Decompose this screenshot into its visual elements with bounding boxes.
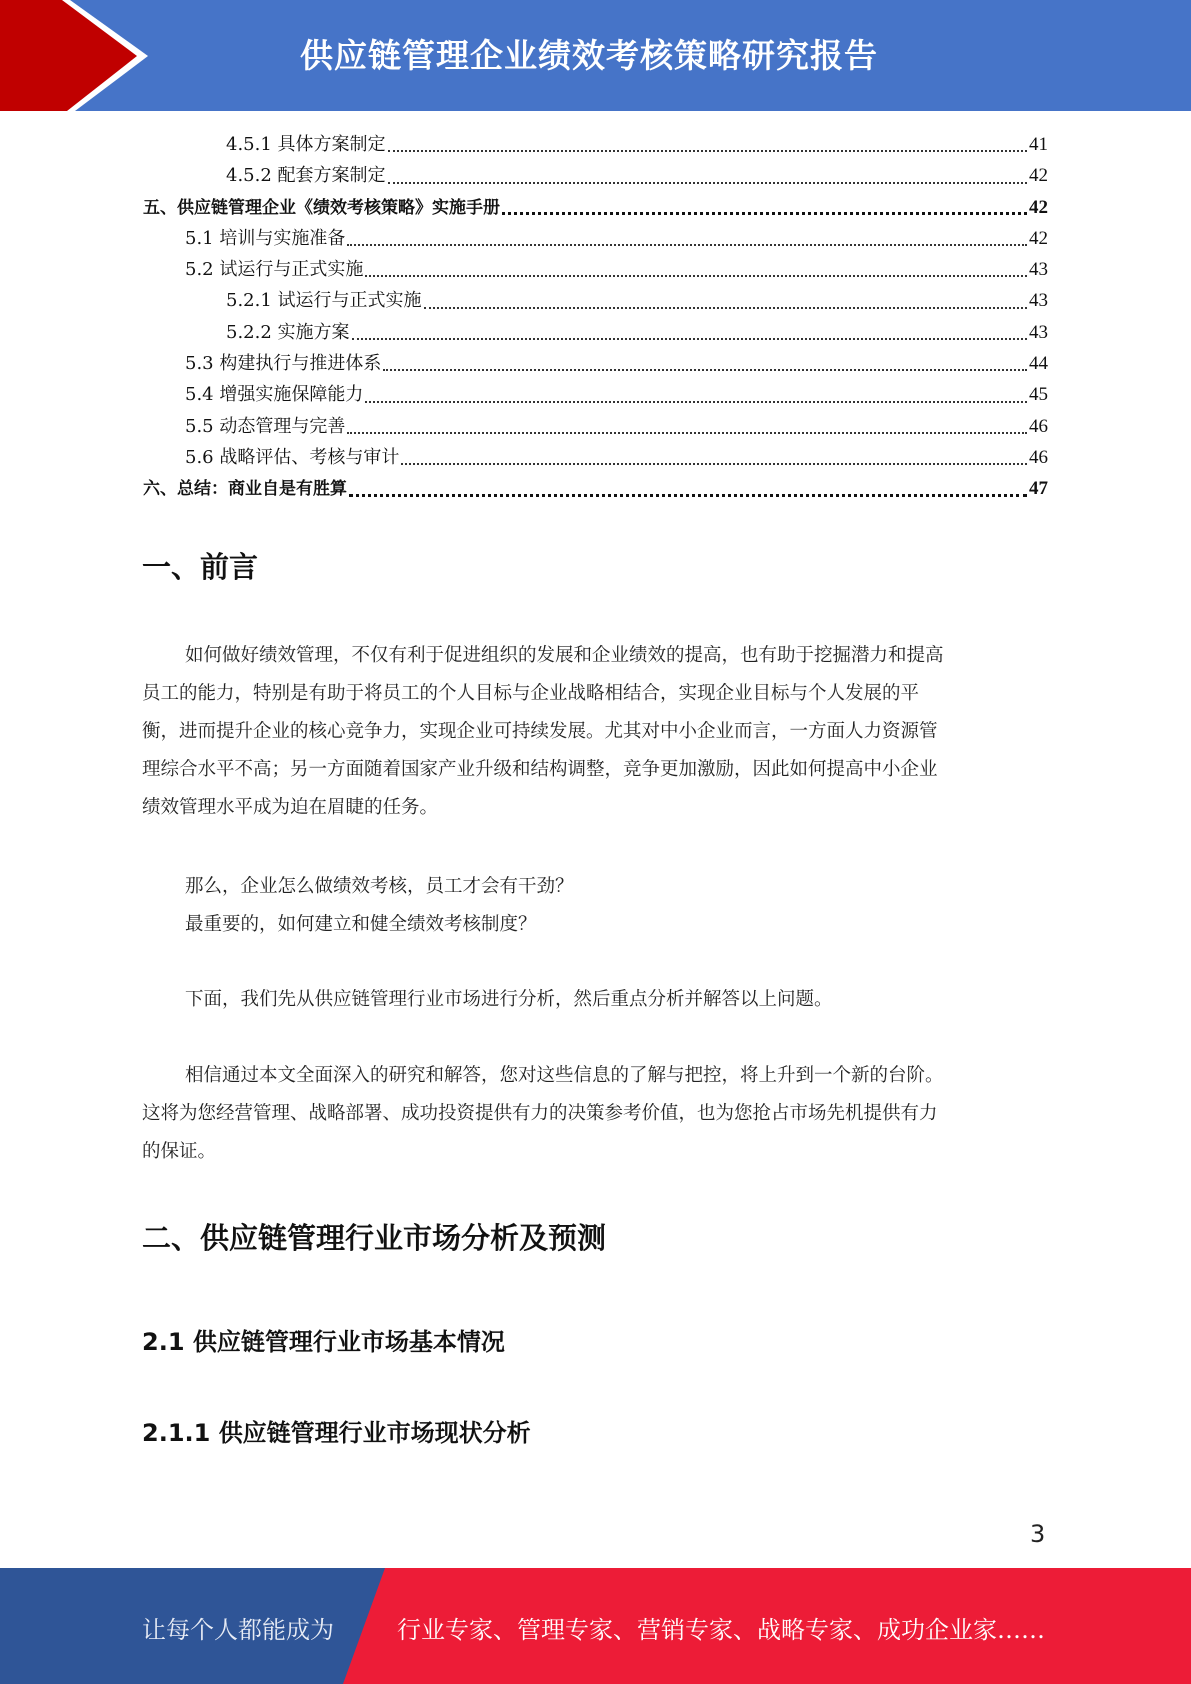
toc-dot-leader bbox=[352, 338, 1027, 340]
toc-entry-page: 46 bbox=[1029, 415, 1048, 437]
toc-entry[interactable] bbox=[143, 285, 1048, 316]
toc-dot-leader bbox=[388, 150, 1027, 152]
paragraph-line: 下面，我们先从供应链管理行业市场进行分析，然后重点分析并解答以上问题。 bbox=[185, 989, 833, 1010]
section-heading-preface: 一、前言 bbox=[142, 550, 259, 584]
toc-entry-label: 5.5 动态管理与完善 bbox=[185, 415, 346, 437]
toc-entry-page: 42 bbox=[1029, 165, 1048, 187]
toc-entry-label: 5.2.1 试运行与正式实施 bbox=[226, 290, 422, 312]
page-number: 3 bbox=[1030, 1520, 1046, 1548]
paragraph-line: 理综合水平不高；另一方面随着国家产业升级和结构调整，竞争更加激励，因此如何提高中小企业 bbox=[142, 759, 938, 780]
toc-entry-page: 44 bbox=[1029, 353, 1048, 375]
table-of-contents bbox=[143, 129, 1048, 505]
section-heading-market-analysis: 二、供应链管理行业市场分析及预测 bbox=[142, 1221, 607, 1255]
toc-entry[interactable] bbox=[143, 160, 1048, 191]
toc-entry-page: 41 bbox=[1029, 134, 1048, 155]
toc-entry[interactable] bbox=[143, 348, 1048, 379]
question-line: 最重要的，如何建立和健全绩效考核制度？ bbox=[185, 914, 537, 935]
toc-entry[interactable] bbox=[143, 411, 1048, 442]
toc-dot-leader bbox=[502, 212, 1027, 215]
toc-entry[interactable] bbox=[143, 192, 1048, 223]
toc-entry-label: 5.2 试运行与正式实施 bbox=[185, 259, 364, 281]
preface-paragraph-2 bbox=[142, 981, 1047, 1019]
preface-paragraph-1 bbox=[142, 637, 1047, 827]
toc-entry-label: 5.1 培训与实施准备 bbox=[185, 227, 346, 249]
toc-entry-page: 43 bbox=[1029, 259, 1048, 281]
toc-dot-leader bbox=[365, 275, 1027, 277]
toc-entry-label: 4.5.2 配套方案制定 bbox=[226, 165, 386, 187]
toc-entry[interactable] bbox=[143, 129, 1048, 160]
question-line: 那么，企业怎么做绩效考核，员工才会有干劲？ bbox=[185, 876, 574, 897]
toc-dot-leader bbox=[388, 182, 1027, 184]
toc-entry-page: 47 bbox=[1029, 478, 1048, 500]
toc-entry-label: 六、总结：商业自是有胜算 bbox=[143, 479, 347, 500]
toc-entry-label: 5.3 构建执行与推进体系 bbox=[185, 353, 382, 375]
toc-entry-page: 43 bbox=[1029, 321, 1048, 343]
toc-dot-leader bbox=[347, 244, 1027, 246]
toc-entry-page: 45 bbox=[1029, 384, 1048, 406]
paragraph-line: 绩效管理水平成为迫在眉睫的任务。 bbox=[142, 797, 439, 818]
page-header bbox=[0, 0, 1191, 111]
toc-entry-page: 46 bbox=[1029, 446, 1048, 468]
toc-dot-leader bbox=[401, 463, 1027, 465]
subsection-heading-2-1-1: 2.1.1 供应链管理行业市场现状分析 bbox=[142, 1419, 531, 1447]
toc-entry-label: 五、供应链管理企业《绩效考核策略》实施手册 bbox=[143, 197, 500, 218]
toc-entry-label: 5.4 增强实施保障能力 bbox=[185, 384, 364, 406]
toc-entry-page: 42 bbox=[1029, 196, 1048, 218]
toc-entry[interactable] bbox=[143, 473, 1048, 504]
toc-entry-label: 5.2.2 实施方案 bbox=[226, 321, 350, 343]
toc-dot-leader bbox=[347, 432, 1027, 434]
toc-dot-leader bbox=[349, 494, 1027, 497]
header-arrow-icon bbox=[0, 0, 160, 111]
paragraph-line: 的保证。 bbox=[142, 1141, 217, 1162]
toc-entry-page: 42 bbox=[1029, 227, 1048, 249]
page-footer bbox=[0, 1568, 1191, 1684]
toc-entry[interactable] bbox=[143, 379, 1048, 410]
preface-paragraph-3 bbox=[142, 1057, 1047, 1171]
footer-slogan-right: 行业专家、管理专家、营销专家、战略专家、成功企业家…… bbox=[397, 1616, 1045, 1644]
paragraph-line: 衡，进而提升企业的核心竞争力，实现企业可持续发展。尤其对中小企业而言，一方面人力资源管 bbox=[142, 721, 938, 742]
toc-entry[interactable] bbox=[143, 442, 1048, 473]
toc-dot-leader bbox=[424, 307, 1027, 309]
toc-dot-leader bbox=[365, 401, 1027, 403]
footer-slogan-left: 让每个人都能成为 bbox=[142, 1616, 334, 1644]
subsection-heading-2-1: 2.1 供应链管理行业市场基本情况 bbox=[142, 1328, 505, 1356]
paragraph-line: 员工的能力，特别是有助于将员工的个人目标与企业战略相结合，实现企业目标与个人发展的平 bbox=[142, 683, 920, 704]
toc-entry-page: 43 bbox=[1029, 290, 1048, 312]
toc-dot-leader bbox=[383, 369, 1027, 371]
toc-entry[interactable] bbox=[143, 254, 1048, 285]
paragraph-line: 相信通过本文全面深入的研究和解答，您对这些信息的了解与把控，将上升到一个新的台阶。 bbox=[185, 1065, 944, 1086]
document-title: 供应链管理企业绩效考核策略研究报告 bbox=[300, 36, 878, 75]
preface-questions bbox=[142, 868, 1047, 944]
toc-entry-label: 5.6 战略评估、考核与审计 bbox=[185, 446, 400, 468]
toc-entry-label: 4.5.1 具体方案制定 bbox=[226, 134, 386, 155]
toc-entry[interactable] bbox=[143, 317, 1048, 348]
toc-entry[interactable] bbox=[143, 223, 1048, 254]
paragraph-line: 这将为您经营管理、战略部署、成功投资提供有力的决策参考价值，也为您抢占市场先机提供有力 bbox=[142, 1103, 938, 1124]
paragraph-line: 如何做好绩效管理，不仅有利于促进组织的发展和企业绩效的提高，也有助于挖掘潜力和提高 bbox=[185, 645, 944, 666]
